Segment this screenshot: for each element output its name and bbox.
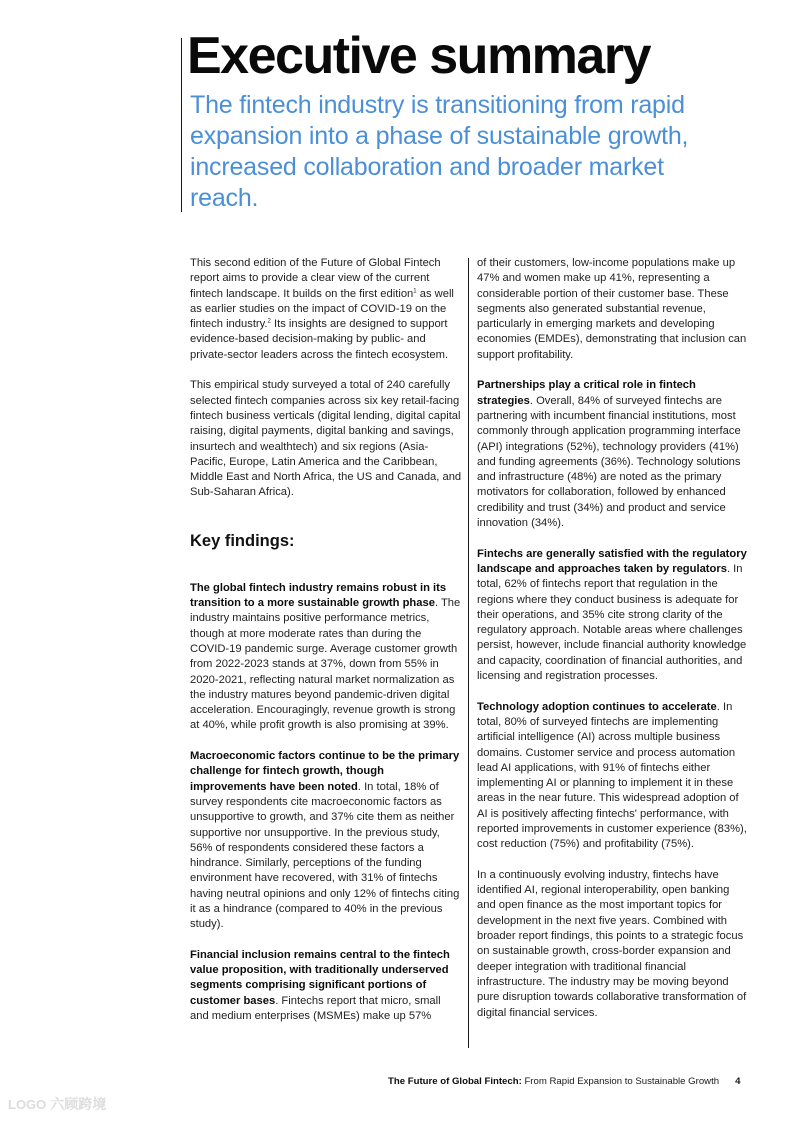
finding-financial-inclusion: Financial inclusion remains central to the fintech value proposition, with traditionally underserved segments comprising significant portions of customer bases. Fintechs report that micro, small and medium enterprises (MSMEs) make up 57% — [190, 948, 450, 1023]
watermark — [8, 1094, 106, 1114]
header-rule — [181, 38, 182, 212]
watermark-text: 六顾跨境 — [50, 1096, 107, 1112]
page-footer — [388, 1076, 740, 1087]
page-number: 4 — [735, 1076, 741, 1087]
key-findings-heading: Key findings: — [190, 531, 295, 550]
footnote-ref-2[interactable]: 2 — [267, 318, 271, 325]
closing-paragraph: In a continuously evolving industry, fintechs have identified AI, regional interoperability, open banking and open finance as the most important topics for development in the next five years. Combined with broader report findings, this points to a strategic focus on sustainable growth, cross-border expansion and deeper integration with traditional financial infrastructure. The industry may be moving beyond pure disruption towards collaborative transformation of digital financial services. — [477, 868, 747, 1019]
financial-inclusion-continued: of their customers, low-income populations make up 47% and women make up 41%, representing a considerable portion of their customer base. These segments also generated substantial revenue, particularly in emerging markets and developing economies (EMDEs), demonstrating that inclusion can support profitability. — [477, 257, 747, 361]
page-subtitle: The fintech industry is transitioning from rapid expansion into a phase of sustainable growth, increased collaboration and broader market reach. — [190, 91, 689, 212]
footer-report-subtitle: From Rapid Expansion to Sustainable Growth — [521, 1076, 720, 1087]
watermark-logo-icon: LOGO — [8, 1096, 47, 1112]
finding-robust-industry: The global fintech industry remains robust in its transition to a more sustainable growth phase. The industry maintains positive performance metrics, though at more moderate rates than during the COVID-19 pandemic surge. Average customer growth from 2022-2023 stands at 37%, down from 55% in 2020-2021, reflecting natural market normalization as the industry matures beyond pandemic-driven digital acceleration. Encouragingly, revenue growth is strong at 40%, while profit growth is also promising at 39%. — [190, 581, 461, 732]
finding-technology-adoption: Technology adoption continues to accelerate. In total, 80% of surveyed fintechs are implementing artificial intelligence (AI) across multiple business domains. Customer service and process automation lead AI applications, with 91% of fintechs either implementing AI or planning to implement it in these areas in the near future. This widespread adoption of AI is positively affecting fintechs' performance, with reported improvements in customer experience (83%), cost reduction (75%) and profitability (75%). — [477, 700, 747, 851]
footer-report-title: The Future of Global Fintech: — [388, 1076, 522, 1087]
page-title: Executive summary — [187, 27, 650, 85]
finding-partnerships: Partnerships play a critical role in fintech strategies. Overall, 84% of surveyed fintechs are partnering with incumbent financial institutions, most commonly through application programming interface (API) integrations (52%), technology providers (41%) and funding agreements (36%). Technology solutions and infrastructure (48%) are noted as the primary motivators for collaboration, followed by enhanced credibility and trust (34%) and product and service innovation (34%). — [477, 379, 741, 530]
left-column — [190, 256, 462, 1024]
intro-paragraph-1: This second edition of the Future of Global Fintech report aims to provide a clear view of the current fintech landscape. It builds on the first edition$^1$ as well as earlier studies on the impact of COVID-19 on the fintech industry.$^2$ Its insights are designed to support evidence-based decision-making by public- and private-sector leaders across the fintech ecosystem. — [190, 257, 454, 361]
intro-paragraph-2: This empirical study surveyed a total of 240 carefully selected fintech companies across six key retail-facing fintech business verticals (digital lending, digital capital raising, digital payments, digital banking and savings, insurtech and wealthtech) and six regions (Asia-Pacific, Europe, Latin America and the Caribbean, Middle East and North Africa, the US and Canada, and Sub-Saharan Africa). — [190, 379, 462, 499]
right-column — [477, 256, 749, 1021]
finding-macroeconomic: Macroeconomic factors continue to be the primary challenge for fintech growth, though improvements have been noted. In total, 18% of survey respondents cite macroeconomic factors as unsupportive to growth, and 37% cite them as neither supportive nor unsupportive. In the previous study, 56% of respondents considered these factors a hindrance. Similarly, perceptions of the funding environment have recovered, with 31% of fintechs having neutral opinions and only 12% of fintechs citing it as a hindrance (compared to 40% in the previous study). — [190, 750, 460, 931]
column-divider — [468, 258, 469, 1048]
finding-regulation: Fintechs are generally satisfied with the regulatory landscape and approaches taken by regulators. In total, 62% of fintechs report that regulation in the regions where they conduct business is adequate for their operations, and 35% cite strong clarity of the regulatory approach. Notable areas where challenges persist, however, include financial authority knowledge and capacity, coordination of financial authorities, and licensing and registration processes. — [477, 547, 747, 683]
footnote-ref-1[interactable]: 1 — [413, 287, 417, 294]
